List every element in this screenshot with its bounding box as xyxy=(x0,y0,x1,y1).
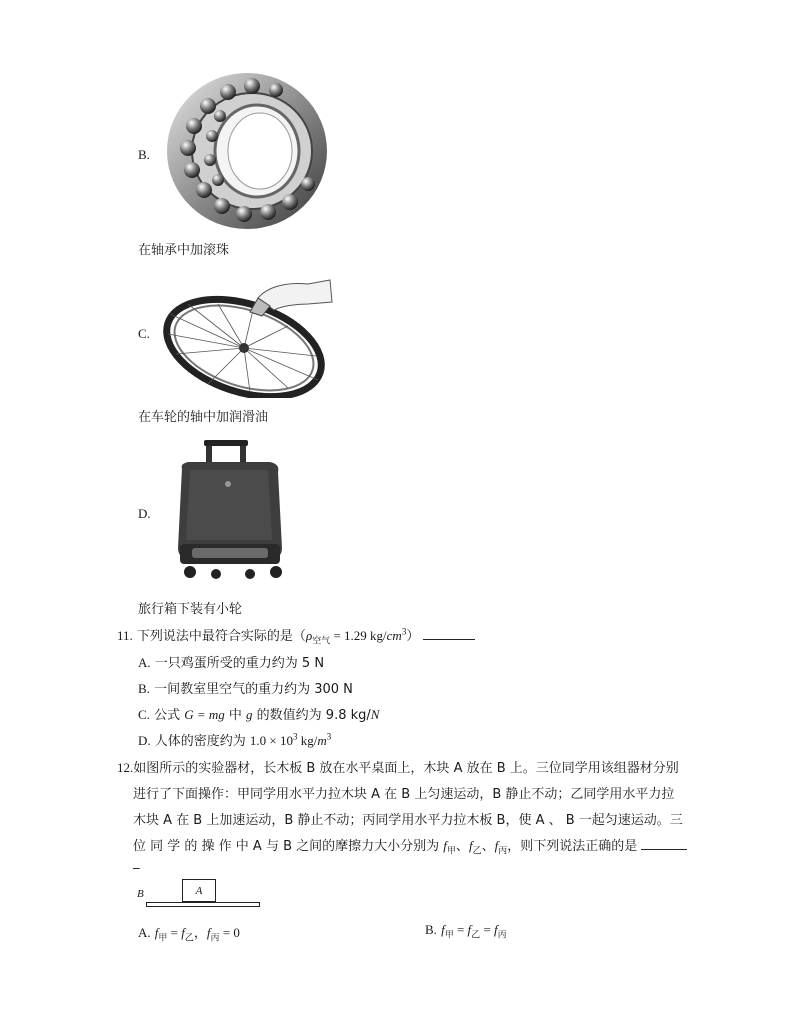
q11-option-d-pow: 3 xyxy=(293,731,298,742)
q11-stem-post: ） xyxy=(406,629,420,644)
q11-option-c-label: C. xyxy=(138,707,150,722)
q12-sep-1: 、 xyxy=(455,839,469,854)
q12-f-yi: f xyxy=(468,838,473,853)
q12-oa-f1: f xyxy=(154,925,159,940)
q12-ob-f3: f xyxy=(494,922,498,937)
ball-bearing-icon xyxy=(152,66,332,236)
q12-line-1-text: 如图所示的实验器材，长木板 B 放在水平桌面上，木块 A 放在 B 上。三位同学用该组器材分别 xyxy=(133,761,679,776)
q12-option-a-label: A. xyxy=(138,925,151,940)
diagram-label-b: B xyxy=(137,888,144,900)
option-b-letter: B. xyxy=(138,147,150,162)
q11-option-d-unit: kg/ xyxy=(297,733,318,748)
q11-option-a-label: A. xyxy=(138,655,151,670)
q11-answer-blank[interactable] xyxy=(423,639,475,640)
q12-option-b[interactable] xyxy=(425,922,507,941)
q12-number: 12. xyxy=(117,760,134,775)
q11-option-d-val: 1.0 × 10 xyxy=(249,733,294,748)
q11-number: 11. xyxy=(117,628,133,643)
option-c-caption: 在车轮的轴中加润滑油 xyxy=(138,410,269,425)
q11-option-d-label: D. xyxy=(138,733,151,748)
q12-oa-sub1: 甲 xyxy=(158,933,168,944)
q12-answer-blank[interactable] xyxy=(641,849,687,850)
q12-oa-eq1: = xyxy=(167,925,182,940)
q11-option-d[interactable] xyxy=(138,730,331,749)
q12-f-bing: f xyxy=(494,838,499,853)
diagram-label-a: A xyxy=(195,885,203,897)
q11-option-c[interactable] xyxy=(138,704,379,723)
q12-oa-comma: ， xyxy=(193,926,207,941)
q12-ob-eq2: = xyxy=(480,922,495,937)
q12-sub-jia: 甲 xyxy=(446,846,456,857)
q11-option-d-unit-m: m xyxy=(317,733,327,748)
q11-unit-pow: 3 xyxy=(401,626,407,637)
q11-option-a[interactable] xyxy=(138,652,324,671)
q11-option-d-pre: 人体的密度约为 xyxy=(154,734,250,749)
q11-rho-val: = 1.29 kg/ xyxy=(330,628,387,643)
q12-line-4-post: ，则下列说法正确的是 xyxy=(507,839,638,854)
q12-ob-sub3: 丙 xyxy=(497,930,507,941)
q12-line-2: 进行了下面操作：甲同学用水平力拉木块 A 在 B 上匀速运动，B 静止不动；乙同学用水平力拉 xyxy=(133,787,675,802)
q12-option-a[interactable] xyxy=(138,922,240,944)
q12-oa-f3: f xyxy=(206,925,211,940)
q11-option-c-post: 的数值约为 9.8 kg/ xyxy=(252,708,371,723)
q11-option-b[interactable] xyxy=(138,678,353,697)
diagram-block-a xyxy=(182,879,216,902)
q12-ob-eq1: = xyxy=(453,922,468,937)
q12-f-jia: f xyxy=(443,838,447,853)
q12-oa-sub2: 乙 xyxy=(184,933,194,944)
q11-option-c-unit-n: N xyxy=(370,707,380,722)
q11-option-a-text: 一只鸡蛋所受的重力约为 5 N xyxy=(154,656,325,671)
option-c-letter: C. xyxy=(138,326,150,341)
q11-stem-pre: 下列说法中最符合实际的是（ xyxy=(136,629,306,644)
q12-ob-sub2: 乙 xyxy=(471,930,481,941)
q12-ob-f2: f xyxy=(467,922,472,937)
q12-oa-sub3: 丙 xyxy=(210,933,220,944)
q11-option-c-formula: G = mg xyxy=(184,707,225,722)
option-b-caption: 在轴承中加滚珠 xyxy=(138,243,230,258)
q11-option-b-text: 一间教室里空气的重力约为 300 N xyxy=(154,682,353,697)
q11-option-b-label: B. xyxy=(138,681,150,696)
diagram-board-b xyxy=(146,902,260,907)
q12-sub-bing: 丙 xyxy=(498,846,508,857)
q12-line-1 xyxy=(117,757,679,776)
q12-line-5: _ xyxy=(133,855,140,870)
q12-oa-eq2: = xyxy=(219,925,234,940)
q11-unit-cm: cm xyxy=(386,628,402,643)
option-d-caption: 旅行箱下装有小轮 xyxy=(138,602,243,617)
q12-oa-zero: 0 xyxy=(233,925,240,940)
q12-line-3: 木块 A 在 B 上加速运动，B 静止不动；丙同学用水平力拉木板 B，使 A 、 B 一起匀速运动。三 xyxy=(133,813,683,828)
bicycle-wheel-icon xyxy=(158,276,334,398)
q12-ob-f1: f xyxy=(441,922,445,937)
q12-line-4 xyxy=(133,835,687,857)
q12-sub-yi: 乙 xyxy=(472,846,482,857)
q11-stem xyxy=(117,625,475,647)
q12-sep-2: 、 xyxy=(481,839,495,854)
q11-rho-sub: 空气 xyxy=(312,636,331,647)
q11-option-c-mid: 中 xyxy=(224,708,247,723)
q11-option-d-unit-pow: 3 xyxy=(326,731,332,742)
q12-option-b-label: B. xyxy=(425,922,437,937)
q12-ob-sub1: 甲 xyxy=(444,930,454,941)
q11-option-c-pre: 公式 xyxy=(154,708,185,723)
q12-line-4-pre: 位 同 学 的 操 作 中 A 与 B 之间的摩擦力大小分别为 xyxy=(133,839,444,854)
q12-oa-f2: f xyxy=(181,925,185,940)
q11-rho: ρ xyxy=(305,628,313,643)
option-d-letter: D. xyxy=(138,506,151,521)
q11-option-c-g: g xyxy=(246,707,253,722)
suitcase-icon xyxy=(172,440,292,584)
